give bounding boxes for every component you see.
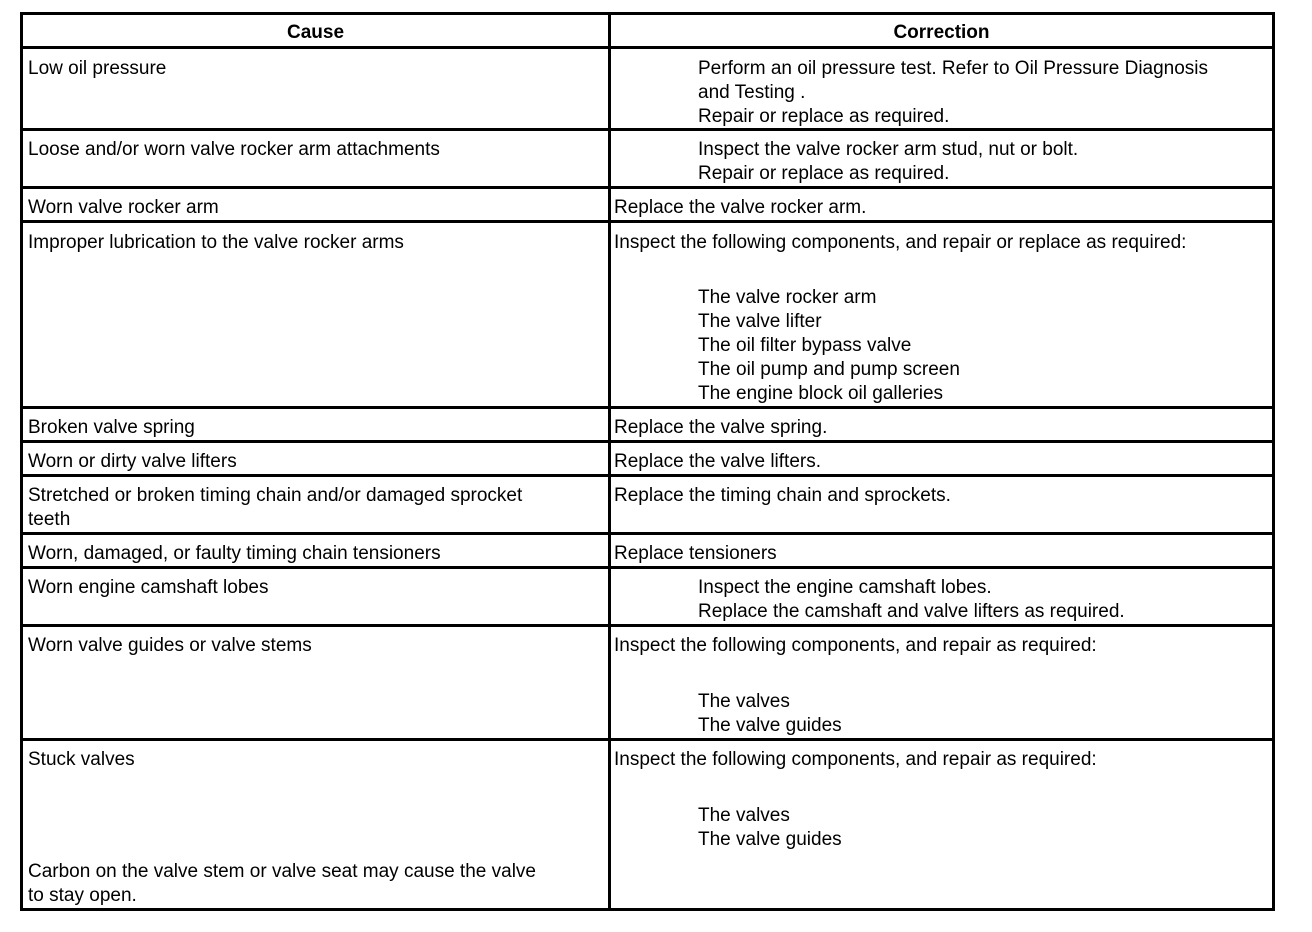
correction-intro: Inspect the following components, and repair as required: <box>614 635 1097 656</box>
cause-text: Worn valve guides or valve stems <box>28 635 312 656</box>
correction-text: Replace the valve spring. <box>614 417 828 438</box>
correction-intro: Inspect the following components, and repair as required: <box>614 749 1097 770</box>
cause-text: Loose and/or worn valve rocker arm attachments <box>28 139 440 160</box>
correction-list-item: The valve guides <box>698 829 842 850</box>
correction-list-item: The oil filter bypass valve <box>698 335 912 356</box>
correction-text: Replace the valve lifters. <box>614 451 821 472</box>
correction-text: Replace the camshaft and valve lifters as required. <box>698 601 1125 622</box>
correction-text: and Testing . <box>698 82 806 103</box>
correction-list-item: The oil pump and pump screen <box>698 359 960 380</box>
correction-list-item: The valve guides <box>698 715 842 736</box>
correction-cell <box>614 196 1269 220</box>
row-divider <box>23 440 1272 443</box>
row-divider <box>23 566 1272 569</box>
correction-cell <box>614 576 1312 624</box>
row-divider <box>23 186 1272 189</box>
cause-cell <box>28 196 603 220</box>
cause-cell <box>28 634 603 658</box>
cause-cell <box>28 138 603 162</box>
cause-text: Worn or dirty valve lifters <box>28 451 237 472</box>
cause-cell <box>28 542 603 566</box>
row-divider <box>23 220 1272 223</box>
correction-list-item: The valve lifter <box>698 311 822 332</box>
correction-text: Inspect the valve rocker arm stud, nut or bolt. <box>698 139 1079 160</box>
correction-list-item: The engine block oil galleries <box>698 383 944 404</box>
correction-text: Repair or replace as required. <box>698 163 950 184</box>
correction-cell <box>614 138 1312 186</box>
correction-cell <box>614 484 1269 508</box>
correction-text: Replace tensioners <box>614 543 777 564</box>
cause-cell <box>28 57 603 81</box>
correction-cell <box>614 450 1269 474</box>
header-correction: Correction <box>893 22 990 43</box>
correction-cell <box>614 416 1269 440</box>
correction-list <box>614 690 1312 738</box>
cause-text: Worn, damaged, or faulty timing chain tensioners <box>28 543 441 564</box>
correction-cell <box>614 57 1312 129</box>
cause-cell <box>28 484 603 532</box>
row-divider <box>23 624 1272 627</box>
cause-note-text: to stay open. <box>28 885 137 906</box>
row-divider <box>23 532 1272 535</box>
cause-text: Stretched or broken timing chain and/or damaged sprocket <box>28 485 523 506</box>
correction-text: Perform an oil pressure test. Refer to Oil Pressure Diagnosis <box>698 58 1209 79</box>
cause-text: Worn valve rocker arm <box>28 197 219 218</box>
cause-note-text: Carbon on the valve stem or valve seat may cause the valve <box>28 861 536 882</box>
cause-cell <box>28 576 603 600</box>
correction-text: Repair or replace as required. <box>698 106 950 127</box>
row-divider <box>23 738 1272 741</box>
cause-cell <box>28 416 603 440</box>
header-cause: Cause <box>286 22 345 43</box>
cause-text: Worn engine camshaft lobes <box>28 577 269 598</box>
row-divider <box>23 406 1272 409</box>
cause-text: Stuck valves <box>28 749 135 770</box>
column-divider <box>608 15 611 908</box>
cause-cell <box>28 748 603 772</box>
row-divider <box>23 46 1272 49</box>
cause-cell <box>28 231 603 255</box>
correction-list <box>614 804 1312 852</box>
cause-cell <box>28 450 603 474</box>
cause-text: Broken valve spring <box>28 417 195 438</box>
correction-text: Replace the valve rocker arm. <box>614 197 867 218</box>
correction-list-item: The valves <box>698 805 790 826</box>
correction-intro: Inspect the following components, and repair or replace as required: <box>614 232 1187 253</box>
correction-list <box>614 286 1312 406</box>
cause-text: teeth <box>28 509 71 530</box>
cause-text: Improper lubrication to the valve rocker arms <box>28 232 404 253</box>
correction-list-item: The valves <box>698 691 790 712</box>
cause-note <box>28 860 603 908</box>
diagnosis-table <box>20 12 1275 911</box>
correction-text: Replace the timing chain and sprockets. <box>614 485 951 506</box>
cause-text: Low oil pressure <box>28 58 167 79</box>
row-divider <box>23 474 1272 477</box>
row-divider <box>23 128 1272 131</box>
correction-cell <box>614 542 1269 566</box>
correction-list-item: The valve rocker arm <box>698 287 877 308</box>
correction-text: Inspect the engine camshaft lobes. <box>698 577 992 598</box>
